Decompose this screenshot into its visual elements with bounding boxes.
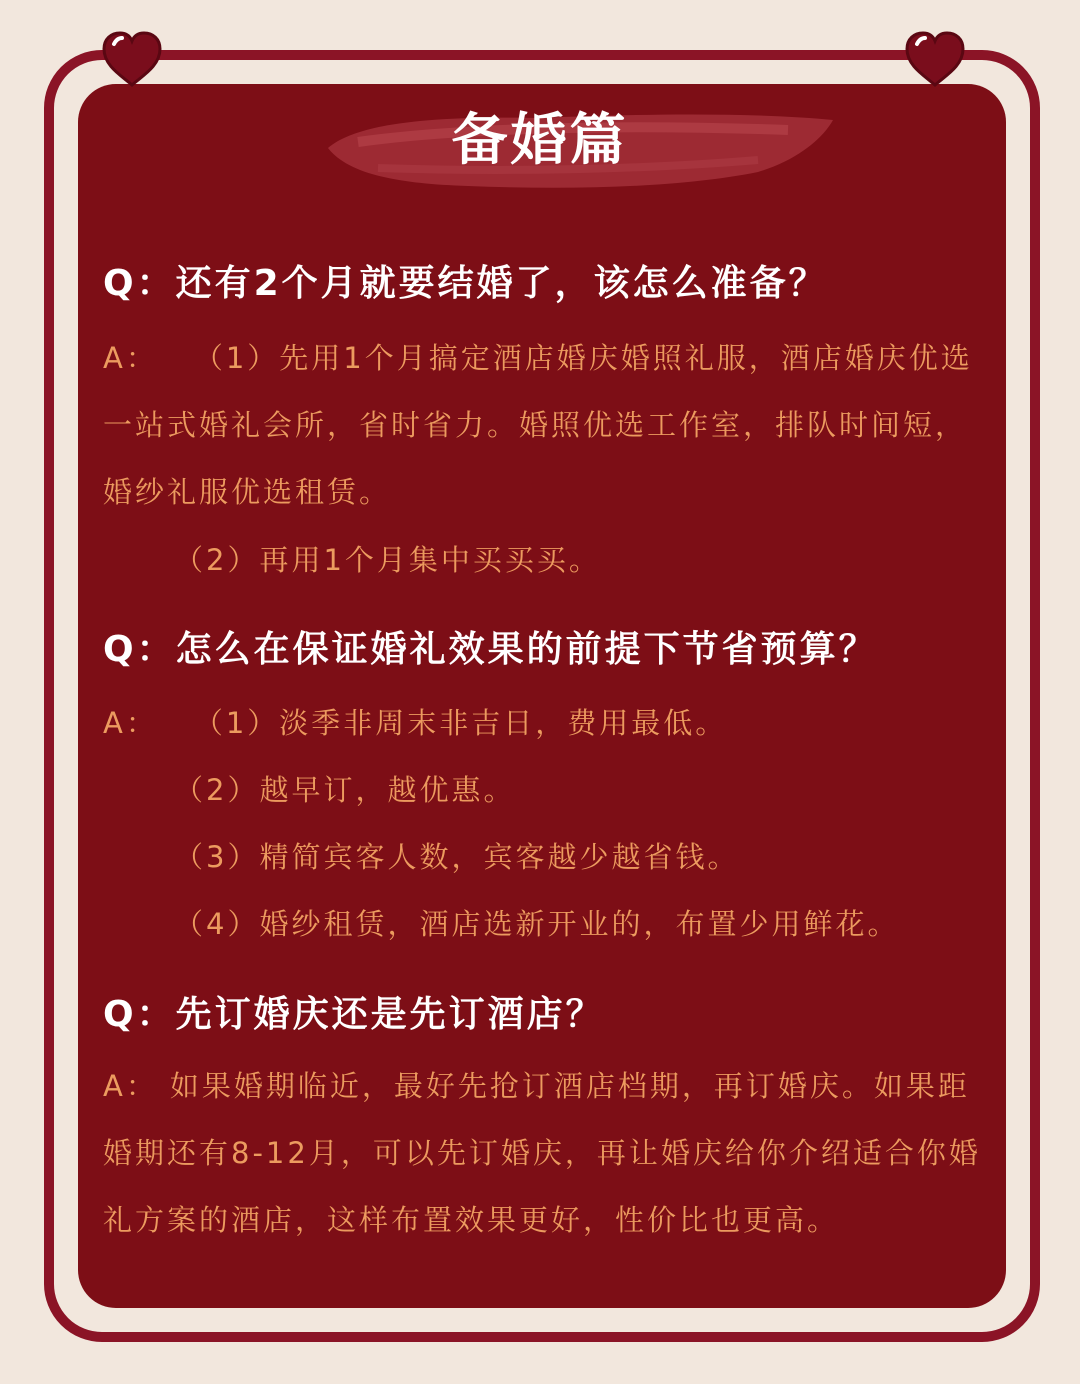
page-title: 备婚篇 xyxy=(451,108,629,173)
heart-icon xyxy=(903,30,967,88)
faq-question-1: Q：还有2个月就要结婚了，该怎么准备？ xyxy=(103,263,828,304)
faq-answer-2-part-4: （4）婚纱租赁，酒店选新开业的，布置少用鲜花。 xyxy=(174,907,900,941)
faq-question-3: Q：先订婚庆还是先订酒店？ xyxy=(103,994,605,1035)
faq-answer-2-part-2: （2）越早订，越优惠。 xyxy=(174,773,516,807)
answer-prefix: A： xyxy=(103,706,158,740)
faq-answer-1-part-1 xyxy=(103,325,983,526)
answer-text: （1）淡季非周末非吉日，费用最低。 xyxy=(193,706,728,740)
answer-prefix: A： xyxy=(103,341,158,375)
faq-answer-1-part-2: （2）再用1个月集中买买买。 xyxy=(174,543,601,577)
faq-answer-2-part-1 xyxy=(103,703,727,743)
faq-answer-2-part-3: （3）精简宾客人数，宾客越少越省钱。 xyxy=(174,840,740,874)
faq-answer-3 xyxy=(103,1053,983,1254)
answer-text: （1）先用1个月搞定酒店婚庆婚照礼服，酒店婚庆优选一站式婚礼会所，省时省力。婚照优选工作室，排队时间短，婚纱礼服优选租赁。 xyxy=(103,341,973,509)
faq-question-2: Q：怎么在保证婚礼效果的前提下节省预算？ xyxy=(103,629,878,670)
answer-prefix: A： xyxy=(103,1069,158,1103)
heart-icon xyxy=(100,30,164,88)
answer-text: 如果婚期临近，最好先抢订酒店档期，再订婚庆。如果距婚期还有8-12月，可以先订婚庆，再让婚庆给你介绍适合你婚礼方案的酒店，这样布置效果更好，性价比也更高。 xyxy=(103,1069,981,1237)
